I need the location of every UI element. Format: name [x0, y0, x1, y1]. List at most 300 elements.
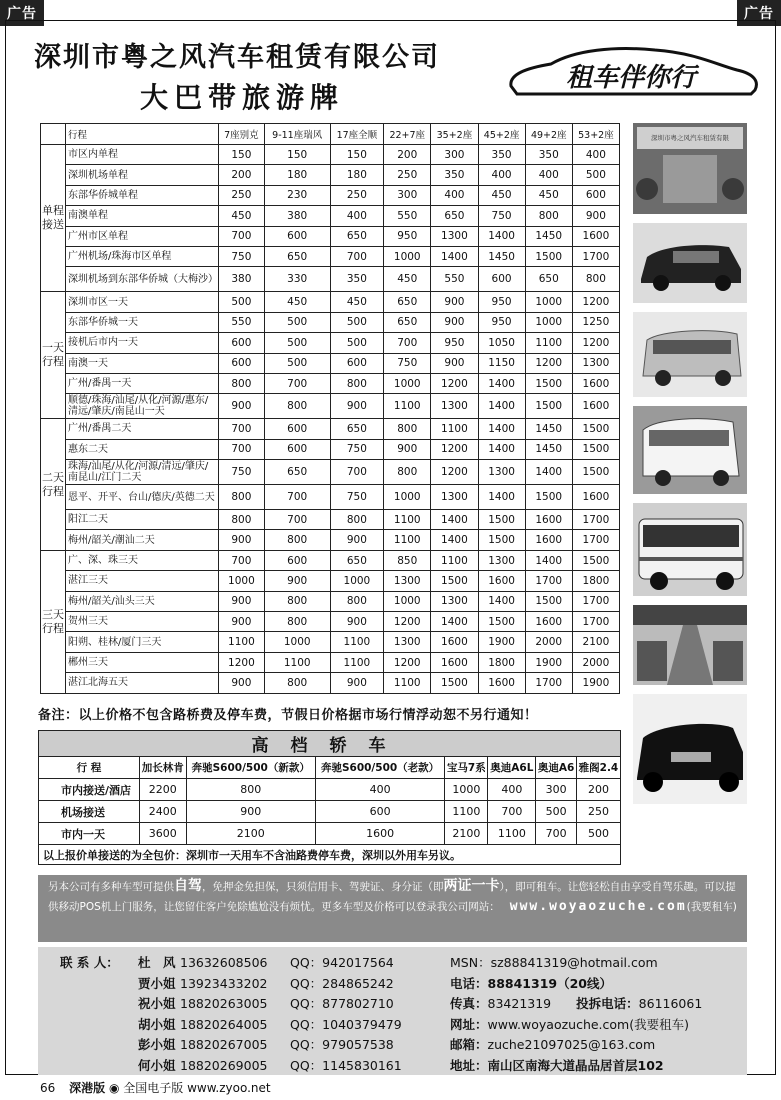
contact-row: [60, 1035, 402, 1056]
rate-row: [41, 485, 620, 510]
rate-price: 600: [264, 419, 330, 439]
rate-price: 900: [219, 612, 265, 632]
rate-row: [41, 460, 620, 485]
rate-price: 1200: [572, 333, 619, 353]
rate-price: 800: [384, 460, 431, 485]
vehicle-photos: [633, 123, 747, 813]
rate-price: 400: [572, 145, 619, 165]
rate-row: [41, 226, 620, 246]
rate-row: [41, 530, 620, 550]
rate-price: 1600: [572, 373, 619, 393]
luxury-row: [39, 779, 621, 801]
contact-qq: QQ：1040379479: [290, 1016, 402, 1032]
contact-phone[interactable]: 18820263005: [180, 996, 268, 1012]
rate-price: 950: [478, 312, 525, 332]
luxury-table: [38, 730, 621, 865]
addr-label: 地址：: [450, 1057, 488, 1073]
rate-price: 1000: [384, 373, 431, 393]
web-value[interactable]: www.woyaozuche.com(我要租车): [487, 1016, 689, 1032]
contact-qq: QQ：877802710: [290, 996, 394, 1012]
rate-price: 300: [384, 185, 431, 205]
rate-row: [41, 267, 620, 292]
contact-phone[interactable]: 13632608506: [180, 955, 268, 970]
luxury-body: [39, 779, 621, 845]
contact-box: [38, 947, 747, 1075]
rate-price: 1700: [525, 571, 572, 591]
rate-price: 1200: [572, 292, 619, 312]
rate-price: 200: [219, 165, 265, 185]
rate-price: 1300: [384, 632, 431, 652]
rate-price: 700: [264, 510, 330, 530]
rate-price: 700: [330, 246, 384, 266]
rate-price: 1600: [431, 632, 478, 652]
rate-price: 1700: [525, 673, 572, 693]
rate-price: 800: [330, 373, 384, 393]
rate-price: 1300: [384, 571, 431, 591]
rate-price: 450: [384, 267, 431, 292]
contact-phone[interactable]: 18820269005: [180, 1057, 268, 1073]
rate-route: 南澳一天: [66, 353, 219, 373]
rate-price: 1450: [478, 246, 525, 266]
luxury-column-header: 宝马7系: [445, 757, 488, 779]
rate-price: 500: [219, 292, 265, 312]
rate-price: 2100: [572, 632, 619, 652]
rate-price: 1000: [219, 571, 265, 591]
luxury-price: 400: [315, 779, 444, 801]
rate-route: 湛江北海五天: [66, 673, 219, 693]
contact-people: [60, 953, 402, 1077]
luxury-price: 2100: [186, 823, 315, 845]
rate-price: 1000: [384, 485, 431, 510]
contact-qq: QQ：942017564: [290, 955, 394, 970]
luxury-price: 2100: [445, 823, 488, 845]
contact-row: [60, 974, 402, 995]
contact-label: 联 系 人：: [60, 955, 119, 970]
rate-price: 380: [264, 206, 330, 226]
rate-price: 500: [330, 312, 384, 332]
rate-price: 1100: [384, 510, 431, 530]
rate-price: 1500: [525, 394, 572, 419]
rate-price: 700: [219, 226, 265, 246]
luxury-column-header: 奔驰S600/500（新款）: [186, 757, 315, 779]
rate-route: 南澳单程: [66, 206, 219, 226]
contact-phone[interactable]: 18820264005: [180, 1016, 268, 1032]
rate-price: 900: [431, 292, 478, 312]
contact-name: 彭小姐: [138, 1037, 176, 1053]
rate-group-label: 三天行程: [41, 550, 66, 693]
rate-price: 1100: [431, 419, 478, 439]
rate-price: 1150: [478, 353, 525, 373]
rate-price: 450: [330, 292, 384, 312]
luxury-header: [39, 757, 621, 779]
sedan-photo: [633, 694, 747, 804]
rate-price: 1100: [431, 550, 478, 570]
rate-table-header: [41, 124, 620, 145]
rate-price: 900: [330, 530, 384, 550]
rate-route: 广州/番禺二天: [66, 419, 219, 439]
rate-route: 梅州/韶关/汕头三天: [66, 591, 219, 611]
rate-price: 1400: [478, 591, 525, 611]
rate-row: [41, 612, 620, 632]
luxury-column-header: 奔驰S600/500（老款）: [315, 757, 444, 779]
luxury-price: 2200: [139, 779, 186, 801]
rate-price: 1800: [572, 571, 619, 591]
rate-price: 1500: [478, 530, 525, 550]
rate-price: 1600: [478, 673, 525, 693]
price-note: 备注：以上价格不包含路桥费及停车费，节假日价格据市场行情浮动恕不另行通知！: [38, 708, 538, 723]
rate-price: 1000: [384, 591, 431, 611]
promo-one-card: 两证一卡: [443, 878, 500, 894]
rate-price: 1000: [525, 312, 572, 332]
luxury-price: 2400: [139, 801, 186, 823]
rate-group-label: 一天行程: [41, 292, 66, 419]
rate-price: 400: [478, 165, 525, 185]
rate-row: [41, 353, 620, 373]
rate-price: 1500: [572, 460, 619, 485]
rate-price: 500: [264, 353, 330, 373]
rate-price: 1500: [572, 439, 619, 459]
rate-row: [41, 206, 620, 226]
van-photo-white: [633, 406, 747, 494]
rate-price: 450: [264, 292, 330, 312]
rate-price: 1300: [478, 460, 525, 485]
rate-route: 顺德/珠海/汕尾/从化/河源/惠东/清远/肇庆/南昆山一天: [66, 394, 219, 419]
rate-price: 950: [384, 226, 431, 246]
rate-price: 600: [478, 267, 525, 292]
rate-row: [41, 439, 620, 459]
rate-price: 800: [264, 591, 330, 611]
rate-price: 1400: [431, 510, 478, 530]
rate-corner-label: 行程: [66, 124, 219, 145]
rate-table-body: [41, 145, 620, 694]
rate-route: 郴州三天: [66, 652, 219, 672]
rate-row: [41, 333, 620, 353]
tel-value: 88841319（20线）: [487, 975, 612, 991]
rate-price: 1200: [384, 652, 431, 672]
rate-price: 900: [264, 571, 330, 591]
rate-price: 1450: [525, 419, 572, 439]
luxury-price: 3600: [139, 823, 186, 845]
rate-price: 230: [264, 185, 330, 205]
rate-price: 1400: [525, 460, 572, 485]
contact-name: 贾小姐: [138, 975, 176, 991]
promo-website-tail: (我要租车): [686, 901, 737, 913]
rate-price: 600: [264, 439, 330, 459]
tel-label: 电话：: [450, 975, 488, 991]
rate-price: 1100: [330, 652, 384, 672]
rate-price: 550: [431, 267, 478, 292]
rate-price: 1400: [525, 550, 572, 570]
rate-price: 800: [264, 612, 330, 632]
brand-title: 大巴带旅游牌: [140, 81, 345, 114]
rate-price: 1600: [525, 530, 572, 550]
rate-price: 650: [384, 312, 431, 332]
rate-row: [41, 312, 620, 332]
rate-price: 1250: [572, 312, 619, 332]
rate-price: 1300: [431, 226, 478, 246]
contact-name: 何小姐: [138, 1057, 176, 1073]
ad-tag-left: 广告: [0, 0, 44, 26]
rate-row: [41, 550, 620, 570]
rate-price: 650: [330, 226, 384, 246]
rate-price: 250: [384, 165, 431, 185]
rate-price: 800: [384, 419, 431, 439]
rate-route: 东部华侨城一天: [66, 312, 219, 332]
rate-price: 900: [219, 673, 265, 693]
luxury-price: 1600: [315, 823, 444, 845]
rate-price: 800: [525, 206, 572, 226]
rate-price: 2000: [572, 652, 619, 672]
edition-label: 深港版: [69, 1081, 106, 1095]
rate-column-header: 45+2座: [478, 124, 525, 145]
rate-price: 1200: [431, 439, 478, 459]
rate-price: 600: [330, 353, 384, 373]
rate-price: 1200: [384, 612, 431, 632]
promo-text-3: ），即可租车。让您轻松自由享受自驾乐趣。可以提供移动POS机上门服务，让您留住客户免除尴尬没有烦忧。更多车型及价格可以登录我公司网站：: [48, 881, 736, 913]
rate-price: 650: [525, 267, 572, 292]
rate-price: 1500: [478, 510, 525, 530]
rate-price: 1400: [478, 226, 525, 246]
office-photo: [633, 123, 747, 214]
rate-price: 1200: [431, 460, 478, 485]
rate-row: [41, 510, 620, 530]
email-label: 邮箱：: [450, 1037, 488, 1053]
rate-price: 1450: [525, 226, 572, 246]
rate-column-header: 49+2座: [525, 124, 572, 145]
rate-price: 1900: [525, 652, 572, 672]
rate-row: [41, 165, 620, 185]
rate-price: 1900: [572, 673, 619, 693]
rate-price: 1500: [525, 373, 572, 393]
rate-price: 1050: [478, 333, 525, 353]
rate-price: 200: [384, 145, 431, 165]
rate-price: 1200: [431, 373, 478, 393]
rate-price: 650: [330, 550, 384, 570]
luxury-column-header: 奥迪A6: [536, 757, 577, 779]
rate-price: 1500: [431, 571, 478, 591]
rate-price: 800: [264, 530, 330, 550]
promo-website[interactable]: www.woyaozuche.com: [509, 899, 687, 914]
rate-column-header: 22+7座: [384, 124, 431, 145]
rate-price: 600: [264, 226, 330, 246]
rate-price: 500: [572, 165, 619, 185]
rate-price: 1300: [478, 550, 525, 570]
rate-price: 650: [330, 419, 384, 439]
rate-price: 700: [219, 439, 265, 459]
rate-corner-blank: [41, 124, 66, 145]
rate-price: 850: [384, 550, 431, 570]
rate-price: 1400: [478, 419, 525, 439]
rate-table: [40, 123, 620, 694]
rate-price: 1500: [572, 419, 619, 439]
luxury-price: 500: [576, 823, 620, 845]
luxury-route: 机场接送: [39, 801, 140, 823]
rate-price: 1500: [525, 591, 572, 611]
rate-route: 接机后市内一天: [66, 333, 219, 353]
rate-price: 1100: [384, 673, 431, 693]
rate-price: 650: [264, 246, 330, 266]
van-photo-dark: [633, 223, 747, 303]
contact-name: 胡小姐: [138, 1016, 176, 1032]
rate-row: [41, 373, 620, 393]
rate-price: 900: [219, 591, 265, 611]
luxury-column-header: 加长林肯: [139, 757, 186, 779]
rate-route: 恩平、开平、台山/德庆/英德二天: [66, 485, 219, 510]
luxury-footnote: 以上报价单接送的为全包价：深圳市一天用车不含油路费停车费，深圳以外用车另议。: [39, 845, 621, 865]
luxury-title: 高档轿车: [39, 731, 621, 757]
contact-info: [450, 953, 702, 1077]
rate-price: 1600: [525, 612, 572, 632]
rate-price: 1700: [572, 510, 619, 530]
rate-route: 深圳市区一天: [66, 292, 219, 312]
slogan-text: 租车伴你行: [565, 63, 697, 93]
rate-price: 600: [572, 185, 619, 205]
email-value[interactable]: zuche21097025@163.com: [487, 1037, 656, 1053]
luxury-column-header: 雅阁2.4: [576, 757, 620, 779]
rate-row: [41, 591, 620, 611]
complaint-label: 投拆电话：: [576, 996, 639, 1012]
coach-bus-photo: [633, 503, 747, 596]
rate-price: 1400: [431, 612, 478, 632]
rate-price: 900: [431, 353, 478, 373]
rate-price: 900: [330, 673, 384, 693]
contact-row: [60, 1015, 402, 1036]
promo-text-1: 另本公司有多种车型可提供: [48, 881, 174, 893]
rate-price: 180: [264, 165, 330, 185]
rate-route: 深圳机场到东部华侨城（大梅沙）: [66, 267, 219, 292]
rate-row: [41, 632, 620, 652]
rate-price: 1500: [525, 485, 572, 510]
rate-price: 150: [330, 145, 384, 165]
rate-price: 330: [264, 267, 330, 292]
rate-column-header: 53+2座: [572, 124, 619, 145]
rate-price: 650: [431, 206, 478, 226]
rate-price: 750: [384, 353, 431, 373]
addr-value: 南山区南海大道晶品居首层102: [487, 1057, 664, 1073]
rate-price: 1500: [478, 612, 525, 632]
rate-route: 广、深、珠三天: [66, 550, 219, 570]
contact-phone[interactable]: 13923433202: [180, 975, 268, 991]
rate-price: 1400: [431, 530, 478, 550]
rate-price: 450: [525, 185, 572, 205]
rate-price: 1100: [525, 333, 572, 353]
rate-price: 700: [384, 333, 431, 353]
rate-price: 1600: [525, 510, 572, 530]
luxury-price: 800: [186, 779, 315, 801]
rate-price: 500: [264, 333, 330, 353]
rate-price: 800: [330, 591, 384, 611]
rate-route: 广州市区单程: [66, 226, 219, 246]
luxury-price: 300: [536, 779, 577, 801]
rate-price: 1200: [219, 652, 265, 672]
rate-price: 1400: [431, 246, 478, 266]
rate-row: [41, 185, 620, 205]
rate-row: [41, 145, 620, 165]
rate-price: 800: [264, 673, 330, 693]
rate-price: 450: [478, 185, 525, 205]
rate-price: 1100: [219, 632, 265, 652]
rate-group-label: 二天行程: [41, 419, 66, 551]
rate-price: 380: [219, 267, 265, 292]
luxury-price: 400: [488, 779, 536, 801]
rate-row: [41, 419, 620, 439]
page-footer: [40, 1079, 271, 1096]
footer-site[interactable]: 全国电子版 www.zyoo.net: [123, 1081, 271, 1095]
slogan-car-logo: [505, 40, 763, 104]
fax-value: 83421319: [487, 996, 552, 1012]
rate-price: 400: [330, 206, 384, 226]
rate-price: 1000: [384, 246, 431, 266]
rate-price: 1700: [572, 612, 619, 632]
rate-price: 2000: [525, 632, 572, 652]
rate-price: 1900: [478, 632, 525, 652]
rate-price: 800: [219, 373, 265, 393]
fax-label: 传真：: [450, 996, 488, 1012]
rate-price: 950: [431, 333, 478, 353]
rate-price: 1600: [572, 485, 619, 510]
luxury-price: 700: [536, 823, 577, 845]
rate-row: [41, 394, 620, 419]
rate-price: 900: [330, 612, 384, 632]
rate-price: 650: [384, 292, 431, 312]
rate-row: [41, 673, 620, 693]
rate-price: 900: [219, 394, 265, 419]
rate-price: 500: [264, 312, 330, 332]
rate-price: 400: [431, 185, 478, 205]
rate-price: 350: [525, 145, 572, 165]
rate-price: 1300: [431, 394, 478, 419]
page-number: 66: [40, 1081, 56, 1095]
rate-price: 900: [431, 312, 478, 332]
rate-price: 700: [219, 419, 265, 439]
rate-price: 1100: [384, 394, 431, 419]
rate-route: 阳江二天: [66, 510, 219, 530]
rate-row: [41, 292, 620, 312]
msn: MSN：sz88841319@hotmail.com: [450, 955, 658, 970]
rate-price: 700: [219, 550, 265, 570]
rate-price: 1400: [478, 373, 525, 393]
rate-route: 惠东二天: [66, 439, 219, 459]
rate-price: 1100: [264, 652, 330, 672]
rate-price: 150: [264, 145, 330, 165]
luxury-price: 500: [536, 801, 577, 823]
ad-tag-right: 广告: [737, 0, 781, 26]
rate-price: 950: [478, 292, 525, 312]
rate-price: 800: [219, 485, 265, 510]
rate-price: 1800: [478, 652, 525, 672]
rate-price: 550: [219, 312, 265, 332]
contact-phone[interactable]: 18820267005: [180, 1037, 268, 1053]
rate-route: 珠海/汕尾/从化/河源/清远/肇庆/南昆山/江门二天: [66, 460, 219, 485]
rate-price: 700: [264, 373, 330, 393]
rate-route: 梅州/韶关/潮汕二天: [66, 530, 219, 550]
complaint-value: 86116061: [638, 996, 703, 1012]
rate-price: 180: [330, 165, 384, 185]
luxury-price: 600: [315, 801, 444, 823]
rate-price: 1200: [525, 353, 572, 373]
contact-qq: QQ：284865242: [290, 975, 394, 991]
rate-price: 800: [572, 267, 619, 292]
rate-price: 1600: [572, 226, 619, 246]
rate-route: 湛江三天: [66, 571, 219, 591]
rate-route: 阳朔、桂林/厦门三天: [66, 632, 219, 652]
rate-price: 700: [330, 460, 384, 485]
rate-row: [41, 652, 620, 672]
rate-price: 1100: [384, 530, 431, 550]
rate-price: 350: [431, 165, 478, 185]
rate-price: 1000: [330, 571, 384, 591]
rate-price: 350: [478, 145, 525, 165]
